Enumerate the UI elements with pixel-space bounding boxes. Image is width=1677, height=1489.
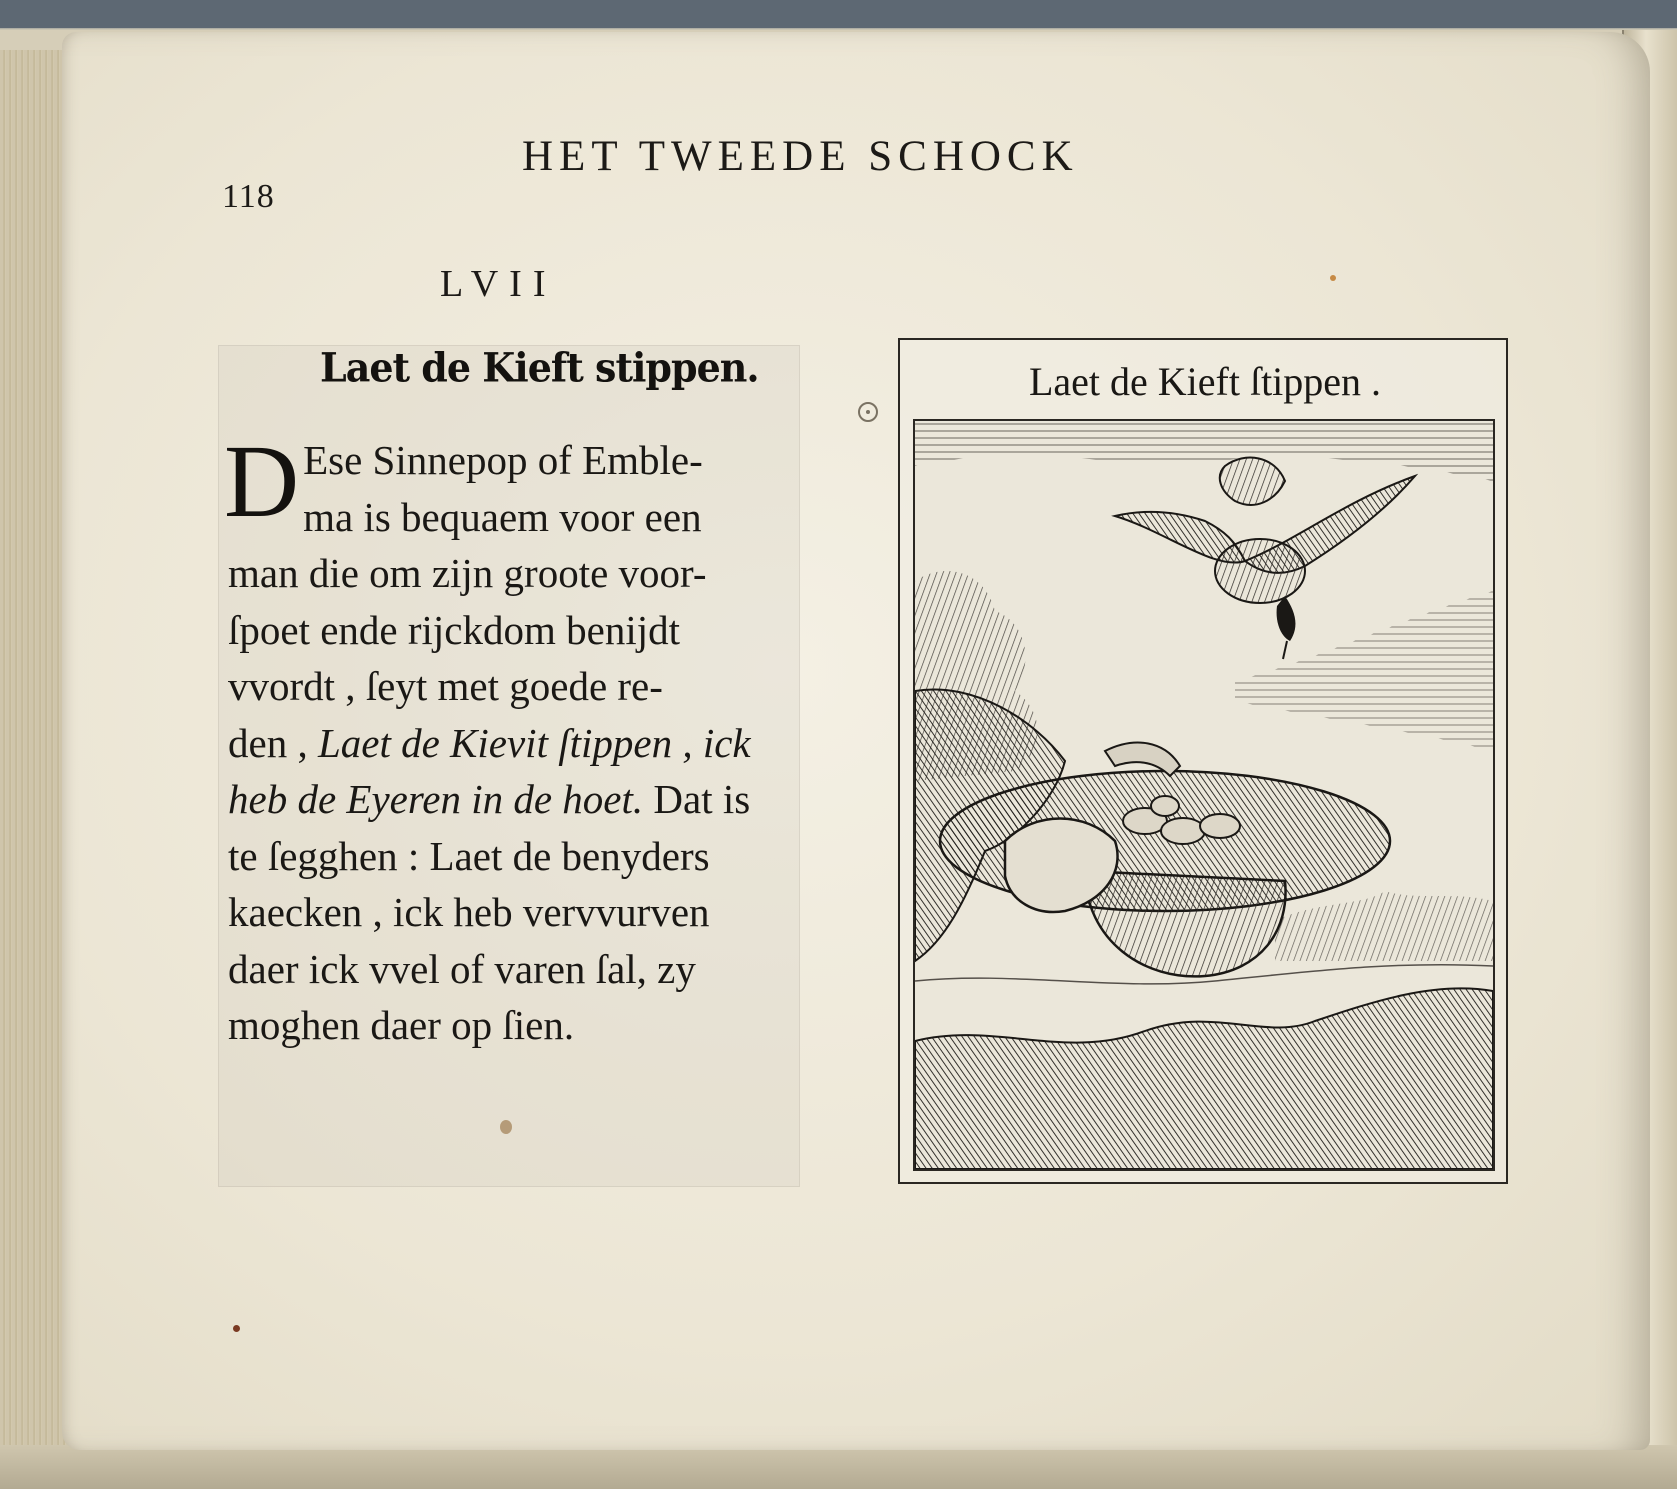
emblem-caption: Laet de Kieft ſtippen . bbox=[1028, 359, 1382, 404]
running-head: HET TWEEDE SCHOCK bbox=[522, 133, 1079, 180]
chapter-title: Laet de Kieft stippen. bbox=[320, 343, 759, 392]
page-number: 118 bbox=[222, 178, 275, 215]
scanner-top-strip bbox=[0, 0, 1677, 28]
body-text bbox=[224, 424, 818, 1054]
body-line: ſpoet ende rijckdom benijdt bbox=[228, 606, 681, 653]
body-line: kaecken , ick heb vervvurven bbox=[228, 889, 710, 935]
proverb-italic: Laet de Kievit ſtippen , ick bbox=[317, 719, 751, 766]
paper-stain bbox=[233, 1325, 240, 1332]
paper-stain bbox=[1330, 275, 1336, 281]
body-line bbox=[228, 771, 818, 828]
book-bottom-edge bbox=[0, 1445, 1677, 1489]
chapter-numeral: LVII bbox=[440, 263, 557, 305]
body-line: te ſegghen : Laet de benyders bbox=[228, 832, 710, 879]
body-roman: Dat is bbox=[643, 776, 751, 822]
body-line: daer ick vvel of varen ſal, zy bbox=[228, 945, 696, 992]
ornament-circle-icon bbox=[858, 402, 878, 422]
body-line: moghen daer op ſien. bbox=[228, 1002, 575, 1048]
body-roman: den , bbox=[228, 719, 318, 766]
body-line: Ese Sinnepop of Emble- bbox=[303, 437, 703, 483]
emblem-engraving bbox=[913, 419, 1495, 1171]
body-line: vvordt , ſeyt met goede re- bbox=[228, 663, 663, 709]
proverb-italic: heb de Eyeren in de hoet. bbox=[228, 776, 644, 822]
paper-stain bbox=[500, 1120, 512, 1134]
engraving-illustration bbox=[915, 421, 1493, 1169]
body-line bbox=[228, 715, 818, 772]
book-page-edges bbox=[0, 50, 71, 1445]
emblem-frame bbox=[898, 338, 1508, 1184]
body-line: man die om zijn groote voor- bbox=[228, 550, 707, 596]
drop-cap: D bbox=[224, 424, 300, 539]
body-line: ma is bequaem voor een bbox=[303, 493, 702, 540]
